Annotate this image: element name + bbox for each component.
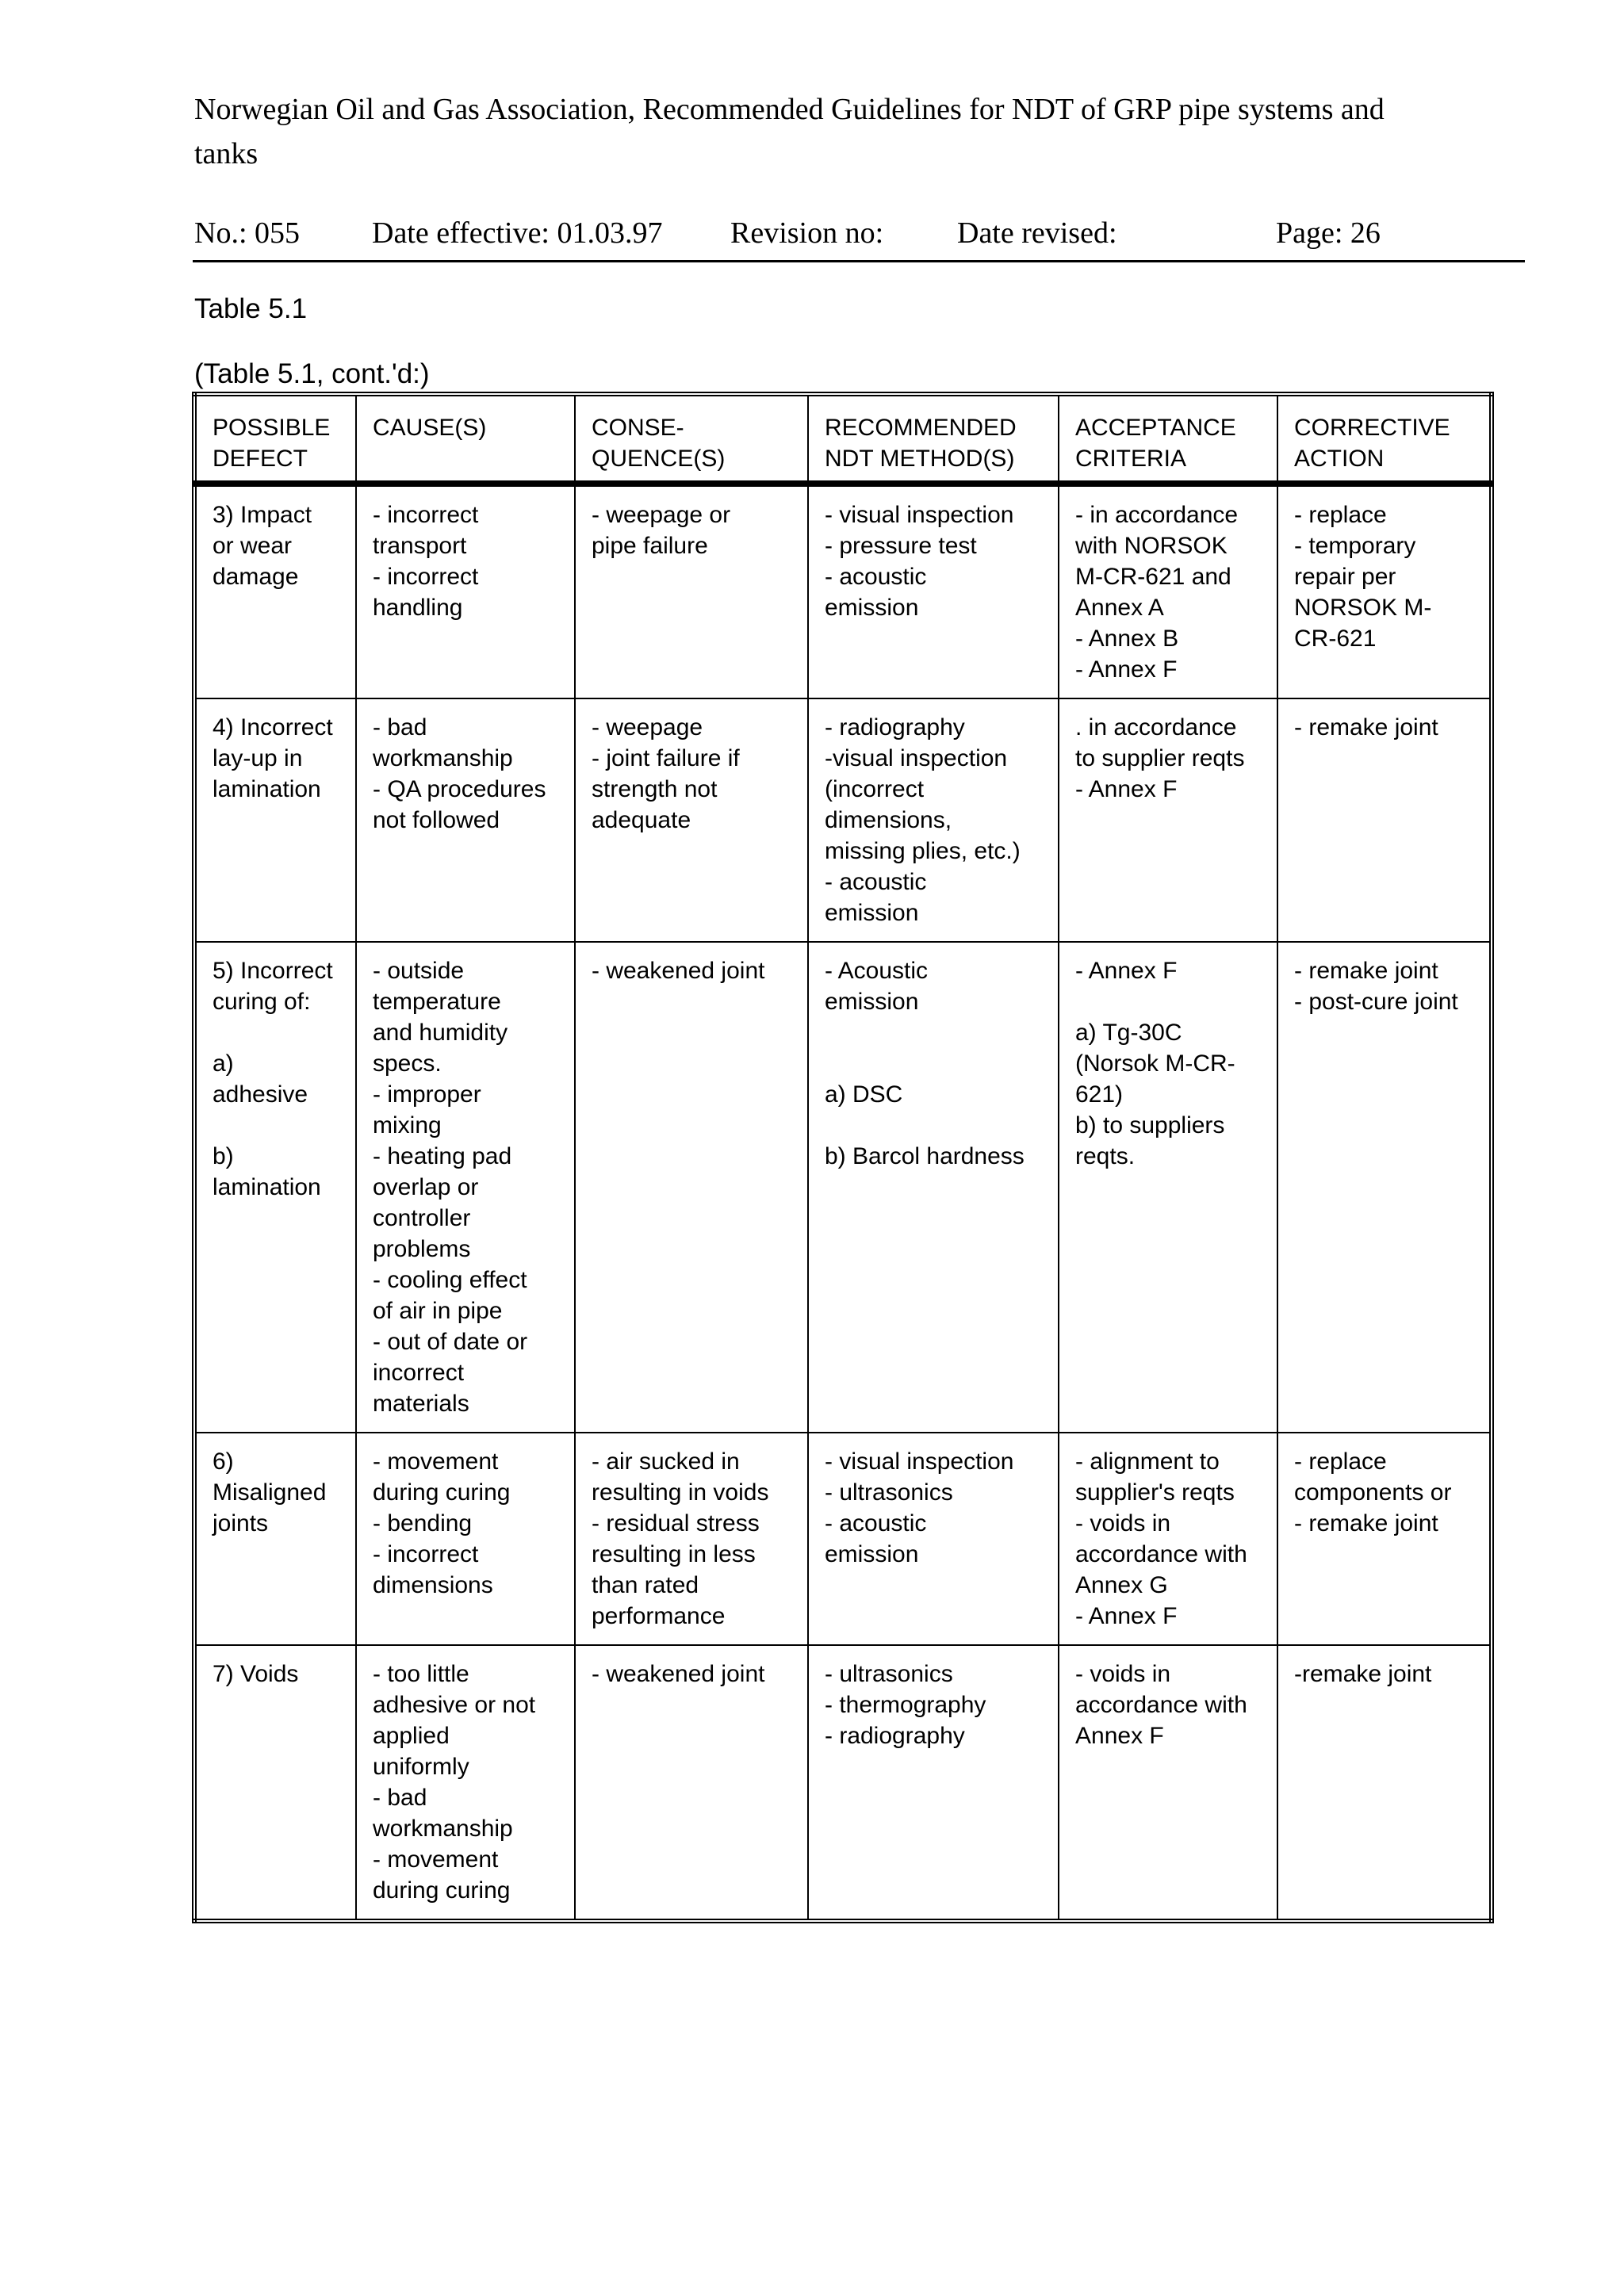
column-header-text: CORRECTIVE xyxy=(1294,415,1450,441)
cell-text: components or xyxy=(1294,1479,1452,1506)
cell-text: - cooling effect xyxy=(373,1267,527,1293)
document-number: No.: 055 xyxy=(194,216,300,250)
column-header-text: POSSIBLE xyxy=(213,415,331,441)
cell-text: lay-up in xyxy=(213,745,303,771)
cell-text: - heating pad xyxy=(373,1143,512,1169)
cell-text: (Norsok M-CR- xyxy=(1075,1050,1235,1077)
cell-text: NORSOK M- xyxy=(1294,595,1432,621)
cell-ndt-methods xyxy=(808,1645,1059,1921)
cell-text: transport xyxy=(373,533,467,559)
column-header-possible-defect xyxy=(194,394,356,484)
column-header-text: CRITERIA xyxy=(1075,446,1187,472)
cell-text: incorrect xyxy=(373,1360,465,1386)
cell-text: - air sucked in xyxy=(592,1448,740,1475)
cell-text: accordance with xyxy=(1075,1692,1247,1718)
cell-acceptance-criteria xyxy=(1059,1645,1277,1921)
cell-text: - thermography xyxy=(825,1692,986,1718)
cell-text: mixing xyxy=(373,1112,442,1138)
cell-text: Misaligned xyxy=(213,1479,327,1506)
page-number: Page: 26 xyxy=(1276,216,1381,250)
cell-text: overlap or xyxy=(373,1174,479,1200)
cell-text: - radiography xyxy=(825,1723,965,1749)
document-title-line-2: tanks xyxy=(194,137,259,170)
cell-text: - weepage xyxy=(592,714,703,740)
column-header-ndt-methods xyxy=(808,394,1059,484)
cell-text: - out of date or xyxy=(373,1329,528,1355)
column-header-text: NDT METHOD(S) xyxy=(825,446,1015,472)
cell-text: Annex F xyxy=(1075,1723,1164,1749)
cell-text: - radiography xyxy=(825,714,965,740)
table-row xyxy=(194,1433,1492,1645)
cell-text: - Annex F xyxy=(1075,1603,1178,1629)
cell-text: - replace xyxy=(1294,1448,1387,1475)
cell-text: - too little xyxy=(373,1661,469,1687)
document-meta-row xyxy=(193,211,1525,262)
cell-text: - bending xyxy=(373,1510,473,1536)
cell-text: b) to suppliers xyxy=(1075,1112,1225,1138)
cell-text: - outside xyxy=(373,958,465,984)
revision-number: Revision no: xyxy=(730,216,884,250)
cell-text: supplier's reqts xyxy=(1075,1479,1235,1506)
cell-text: -remake joint xyxy=(1294,1661,1432,1687)
cell-text: of air in pipe xyxy=(373,1298,503,1324)
cell-text: missing plies, etc.) xyxy=(825,838,1021,864)
cell-text: Annex A xyxy=(1075,595,1164,621)
cell-text: damage xyxy=(213,564,299,590)
cell-text: with NORSOK xyxy=(1075,533,1228,559)
cell-text: emission xyxy=(825,595,919,621)
cell-text: specs. xyxy=(373,1050,442,1077)
cell-text: - Annex B xyxy=(1075,626,1179,652)
cell-text: - Annex F xyxy=(1075,776,1178,802)
cell-corrective-action xyxy=(1277,484,1492,698)
cell-text: dimensions, xyxy=(825,807,952,833)
cell-corrective-action xyxy=(1277,698,1492,942)
cell-text: - improper xyxy=(373,1081,481,1108)
cell-text: b) xyxy=(213,1143,234,1169)
cell-acceptance-criteria xyxy=(1059,484,1277,698)
cell-text: - voids in xyxy=(1075,1510,1171,1536)
column-header-text: QUENCE(S) xyxy=(592,446,726,472)
cell-text: not followed xyxy=(373,807,500,833)
column-header-causes xyxy=(356,394,575,484)
cell-text: - joint failure if xyxy=(592,745,740,771)
blank-line xyxy=(825,1017,1050,1048)
column-header-text: CAUSE(S) xyxy=(373,415,487,441)
cell-text: - movement xyxy=(373,1448,499,1475)
cell-text: 6) xyxy=(213,1448,234,1475)
cell-text: reqts. xyxy=(1075,1143,1136,1169)
cell-text: - visual inspection xyxy=(825,502,1014,528)
defect-table xyxy=(192,392,1494,1923)
cell-ndt-methods xyxy=(808,484,1059,698)
cell-text: - acoustic xyxy=(825,564,927,590)
blank-line xyxy=(825,1048,1050,1079)
cell-text: - QA procedures xyxy=(373,776,546,802)
cell-text: workmanship xyxy=(373,1816,513,1842)
column-header-text: DEFECT xyxy=(213,446,308,472)
cell-text: M-CR-621 and xyxy=(1075,564,1231,590)
cell-text: 7) Voids xyxy=(213,1661,299,1687)
cell-text: a) Tg-30C xyxy=(1075,1020,1182,1046)
table-row xyxy=(194,1645,1492,1921)
cell-text: handling xyxy=(373,595,463,621)
cell-text: lamination xyxy=(213,776,321,802)
cell-text: adhesive xyxy=(213,1081,308,1108)
blank-line xyxy=(1075,986,1269,1017)
cell-text: - incorrect xyxy=(373,502,479,528)
cell-text: Annex G xyxy=(1075,1572,1168,1598)
cell-text: - temporary xyxy=(1294,533,1416,559)
cell-text: adequate xyxy=(592,807,691,833)
cell-text: problems xyxy=(373,1236,471,1262)
column-header-text: ACTION xyxy=(1294,446,1385,472)
cell-text: during curing xyxy=(373,1479,511,1506)
cell-text: applied xyxy=(373,1723,450,1749)
cell-text: - post-cure joint xyxy=(1294,989,1458,1015)
cell-text: resulting in less xyxy=(592,1541,756,1567)
table-row xyxy=(194,942,1492,1433)
cell-text: dimensions xyxy=(373,1572,493,1598)
cell-text: . in accordance xyxy=(1075,714,1237,740)
cell-text: 621) xyxy=(1075,1081,1124,1108)
date-effective: Date effective: 01.03.97 xyxy=(372,216,663,250)
cell-text: - ultrasonics xyxy=(825,1661,953,1687)
cell-text: - ultrasonics xyxy=(825,1479,953,1506)
cell-ndt-methods xyxy=(808,1433,1059,1645)
cell-ndt-methods xyxy=(808,942,1059,1433)
cell-text: - remake joint xyxy=(1294,958,1438,984)
cell-text: and humidity xyxy=(373,1020,508,1046)
document-header xyxy=(194,87,1503,176)
cell-acceptance-criteria xyxy=(1059,1433,1277,1645)
cell-text: workmanship xyxy=(373,745,513,771)
cell-text: adhesive or not xyxy=(373,1692,536,1718)
cell-text: - Acoustic xyxy=(825,958,929,984)
table-body xyxy=(194,484,1492,1921)
column-header-consequences xyxy=(575,394,808,484)
cell-text: lamination xyxy=(213,1174,321,1200)
cell-text: emission xyxy=(825,1541,919,1567)
table-label: Table 5.1 xyxy=(194,293,308,324)
cell-acceptance-criteria xyxy=(1059,698,1277,942)
cell-text: emission xyxy=(825,900,919,926)
cell-text: repair per xyxy=(1294,564,1396,590)
cell-text: - voids in xyxy=(1075,1661,1171,1687)
cell-corrective-action xyxy=(1277,942,1492,1433)
cell-text: - pressure test xyxy=(825,533,977,559)
cell-causes xyxy=(356,698,575,942)
cell-consequences xyxy=(575,484,808,698)
cell-text: - remake joint xyxy=(1294,714,1438,740)
cell-text: to supplier reqts xyxy=(1075,745,1245,771)
column-header-corrective-action xyxy=(1277,394,1492,484)
cell-text: - bad xyxy=(373,714,427,740)
table-row xyxy=(194,698,1492,942)
table-row xyxy=(194,484,1492,698)
cell-text: resulting in voids xyxy=(592,1479,769,1506)
cell-text: materials xyxy=(373,1391,469,1417)
cell-causes xyxy=(356,484,575,698)
cell-text: during curing xyxy=(373,1877,511,1904)
cell-text: - weakened joint xyxy=(592,1661,765,1687)
cell-text: than rated xyxy=(592,1572,699,1598)
cell-text: uniformly xyxy=(373,1754,469,1780)
cell-causes xyxy=(356,1433,575,1645)
cell-text: - acoustic xyxy=(825,1510,927,1536)
cell-text: - in accordance xyxy=(1075,502,1239,528)
cell-text: -visual inspection xyxy=(825,745,1008,771)
cell-possible-defect xyxy=(194,1645,356,1921)
cell-text: (incorrect xyxy=(825,776,925,802)
cell-possible-defect xyxy=(194,1433,356,1645)
cell-text: - remake joint xyxy=(1294,1510,1438,1536)
cell-text: - bad xyxy=(373,1785,427,1811)
cell-possible-defect xyxy=(194,698,356,942)
date-revised: Date revised: xyxy=(957,216,1117,250)
blank-line xyxy=(825,1110,1050,1141)
table-continued-label: (Table 5.1, cont.'d:) xyxy=(194,358,430,389)
cell-text: CR-621 xyxy=(1294,626,1377,652)
cell-text: - weakened joint xyxy=(592,958,765,984)
cell-text: pipe failure xyxy=(592,533,708,559)
table-header-row xyxy=(194,394,1492,484)
cell-consequences xyxy=(575,698,808,942)
document-title-line-1: Norwegian Oil and Gas Association, Recommended Guidelines for NDT of GRP pipe systems and xyxy=(194,93,1385,126)
cell-text: - weepage or xyxy=(592,502,731,528)
cell-text: strength not xyxy=(592,776,718,802)
cell-text: joints xyxy=(213,1510,269,1536)
cell-text: - incorrect xyxy=(373,1541,479,1567)
cell-text: b) Barcol hardness xyxy=(825,1143,1025,1169)
cell-text: - incorrect xyxy=(373,564,479,590)
cell-text: - Annex F xyxy=(1075,656,1178,683)
blank-line xyxy=(213,1110,347,1141)
column-header-text: RECOMMENDED xyxy=(825,415,1017,441)
cell-text: - visual inspection xyxy=(825,1448,1014,1475)
cell-possible-defect xyxy=(194,484,356,698)
cell-text: accordance with xyxy=(1075,1541,1247,1567)
column-header-text: CONSE- xyxy=(592,415,684,441)
cell-text: temperature xyxy=(373,989,501,1015)
cell-text: emission xyxy=(825,989,919,1015)
cell-text: or wear xyxy=(213,533,293,559)
cell-text: 3) Impact xyxy=(213,502,312,528)
cell-causes xyxy=(356,942,575,1433)
cell-corrective-action xyxy=(1277,1645,1492,1921)
cell-text: performance xyxy=(592,1603,726,1629)
cell-text: - movement xyxy=(373,1846,499,1873)
cell-text: - acoustic xyxy=(825,869,927,895)
cell-text: - residual stress xyxy=(592,1510,760,1536)
cell-corrective-action xyxy=(1277,1433,1492,1645)
cell-text: 5) Incorrect xyxy=(213,958,333,984)
column-header-text: ACCEPTANCE xyxy=(1075,415,1236,441)
cell-text: - replace xyxy=(1294,502,1387,528)
cell-consequences xyxy=(575,942,808,1433)
cell-text: 4) Incorrect xyxy=(213,714,333,740)
cell-text: curing of: xyxy=(213,989,311,1015)
cell-text: controller xyxy=(373,1205,471,1231)
cell-text: a) xyxy=(213,1050,234,1077)
cell-ndt-methods xyxy=(808,698,1059,942)
cell-causes xyxy=(356,1645,575,1921)
cell-consequences xyxy=(575,1645,808,1921)
blank-line xyxy=(213,1017,347,1048)
cell-text: a) DSC xyxy=(825,1081,903,1108)
cell-text: - Annex F xyxy=(1075,958,1178,984)
cell-consequences xyxy=(575,1433,808,1645)
cell-text: - alignment to xyxy=(1075,1448,1220,1475)
column-header-acceptance-criteria xyxy=(1059,394,1277,484)
cell-acceptance-criteria xyxy=(1059,942,1277,1433)
cell-possible-defect xyxy=(194,942,356,1433)
